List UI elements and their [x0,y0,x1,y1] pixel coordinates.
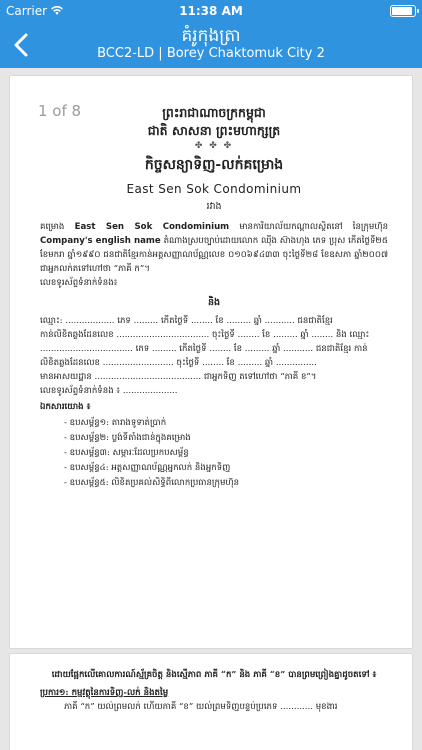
appendix-list [40,416,388,491]
between-label: រវាង [206,201,222,212]
pdf-viewer[interactable] [0,68,422,750]
ornament-divider: ✤ ✤ ✤ [194,141,234,151]
appendix-item: - ឧបសម្ព័ន្ធ៥: លិខិតប្រគល់សិទ្ធិពីលោកប្រធានក្រុមហ៊ុន [64,476,388,491]
buyer-line: កាន់លិខិតឆ្លងដែនលេខ .................................. ចុះថ្ងៃទី ........ ខែ ......... ឆ្នាំ ........ និង ឈ្មោះ [40,330,370,340]
appendix-title: ឯកសារយោង ៖ [40,402,91,412]
company-name-inline: Company's english name [40,236,161,246]
clause-title: ប្រការ១: កម្មវត្ថុនៃការទិញ-លក់ និងតម្លៃ [40,688,169,698]
contract-title: កិច្ចសន្យាទិញ-លក់គម្រោង [144,157,284,173]
appendix-item: - ឧបសម្ព័ន្ធ២: ប្លង់ទីតាំងជាន់ក្នុងគម្រោង [64,431,388,446]
project-name: East Sen Sok Condominium [126,182,302,196]
carrier-label: Carrier [6,4,48,18]
navigation-bar [0,22,422,68]
nav-title: គំរូកុងត្រា [181,26,241,46]
buyer-line: ឈ្មោះ: .................. ភេទ ......... កើតថ្ងៃទី ........ ខែ ......... ឆ្នាំ ........... ជនជាតិខ្មែរ [40,316,333,326]
clock: 11:38 AM [179,4,243,18]
document-page [10,76,412,648]
back-chevron-icon[interactable] [10,32,32,58]
page2-content [40,668,388,714]
page2-heading: ដោយផ្អែកលើគោលការណ៍ស្ម័គ្រចិត្ត និងស្មើភាព ភាគី “ក” និង ភាគី “ខ” បានព្រមព្រៀងគ្នាដូចតទៅ ៖ [51,670,377,680]
kingdom-heading: ព្រះរាជាណាចក្រកម្ពុជា [162,105,266,120]
status-bar [0,0,422,22]
and-label: និង [207,297,221,308]
buyer-line: លេខទូរស័ព្ទទំនាក់ទំនង ៖ .................... [40,386,178,396]
buyer-line: លិខិតឆ្លងដែនលេខ .......................... ចុះថ្ងៃទី ........ ខែ ......... ឆ្នាំ ............... [40,358,317,368]
buyer-line: .................................. ភេទ ......... កើតថ្ងៃទី ........ ខែ ......... ឆ្នាំ ........... ជនជាតិខ្មែរ កាន់ [40,344,368,354]
buyer-line: មានអាសយដ្ឋាន ....................................... ជាអ្នកទិញ តទៅហៅថា “ភាគី ខ”។ [40,372,317,382]
nav-subtitle: BCC2-LD | Borey Chaktomuk City 2 [97,46,325,61]
appendix-item: - ឧបសម្ព័ន្ធ៤: អត្តសញ្ញាណប័ណ្ណអ្នកលក់ និងអ្នកទិញ [64,461,388,476]
appendix-item: - ឧបសម្ព័ន្ធ៣: សម្ភារៈដែលប្រកបសម្ព័ន្ធ [64,446,388,461]
appendix-item: - ឧបសម្ព័ន្ធ១: តារាងទូទាត់ប្រាក់ [64,416,388,431]
battery-icon [390,5,416,17]
document-content [40,104,388,491]
clause-text: ភាគី “ក” យល់ព្រមលក់ ហើយភាគី “ខ” យល់ព្រមទិញបន្ទប់ប្រភេទ ............ មុខងារ [64,702,338,712]
seller-phone-line: លេខទូរស័ព្ទទំនាក់ទំនង៖ [40,278,118,288]
document-page-2 [10,654,412,750]
page-indicator: 1 of 8 [38,102,82,120]
motto-heading: ជាតិ សាសនា ព្រះមហាក្សត្រ [147,123,281,138]
project-name-inline: East Sen Sok Condominium [74,222,230,232]
buyer-section [40,314,388,398]
seller-paragraph: គម្រោង East Sen Sok Condominium មានការិយាល័យកណ្ដាលស្ថិតនៅ នៃក្រុមហ៊ុន Company's english name តំណាងស្របច្បាប់ដោយលោក ឈ៉ីង ស៊ាងហុង ភេទ ប្រុស កើតថ្ងៃទី២៥ ខែមករា ឆ្នាំ១៩៩០ ជនជាតិខ្មែរកាន់អត្តសញ្ញាណប័ណ្ណលេខ ០១០៦៩៤៣៣ ចុះថ្ងៃទី២៨ ខែឧសភា ឆ្នាំ២០០៧ ជាអ្នកលក់តទៅហៅថា “ភាគី ក”។ [40,222,389,274]
